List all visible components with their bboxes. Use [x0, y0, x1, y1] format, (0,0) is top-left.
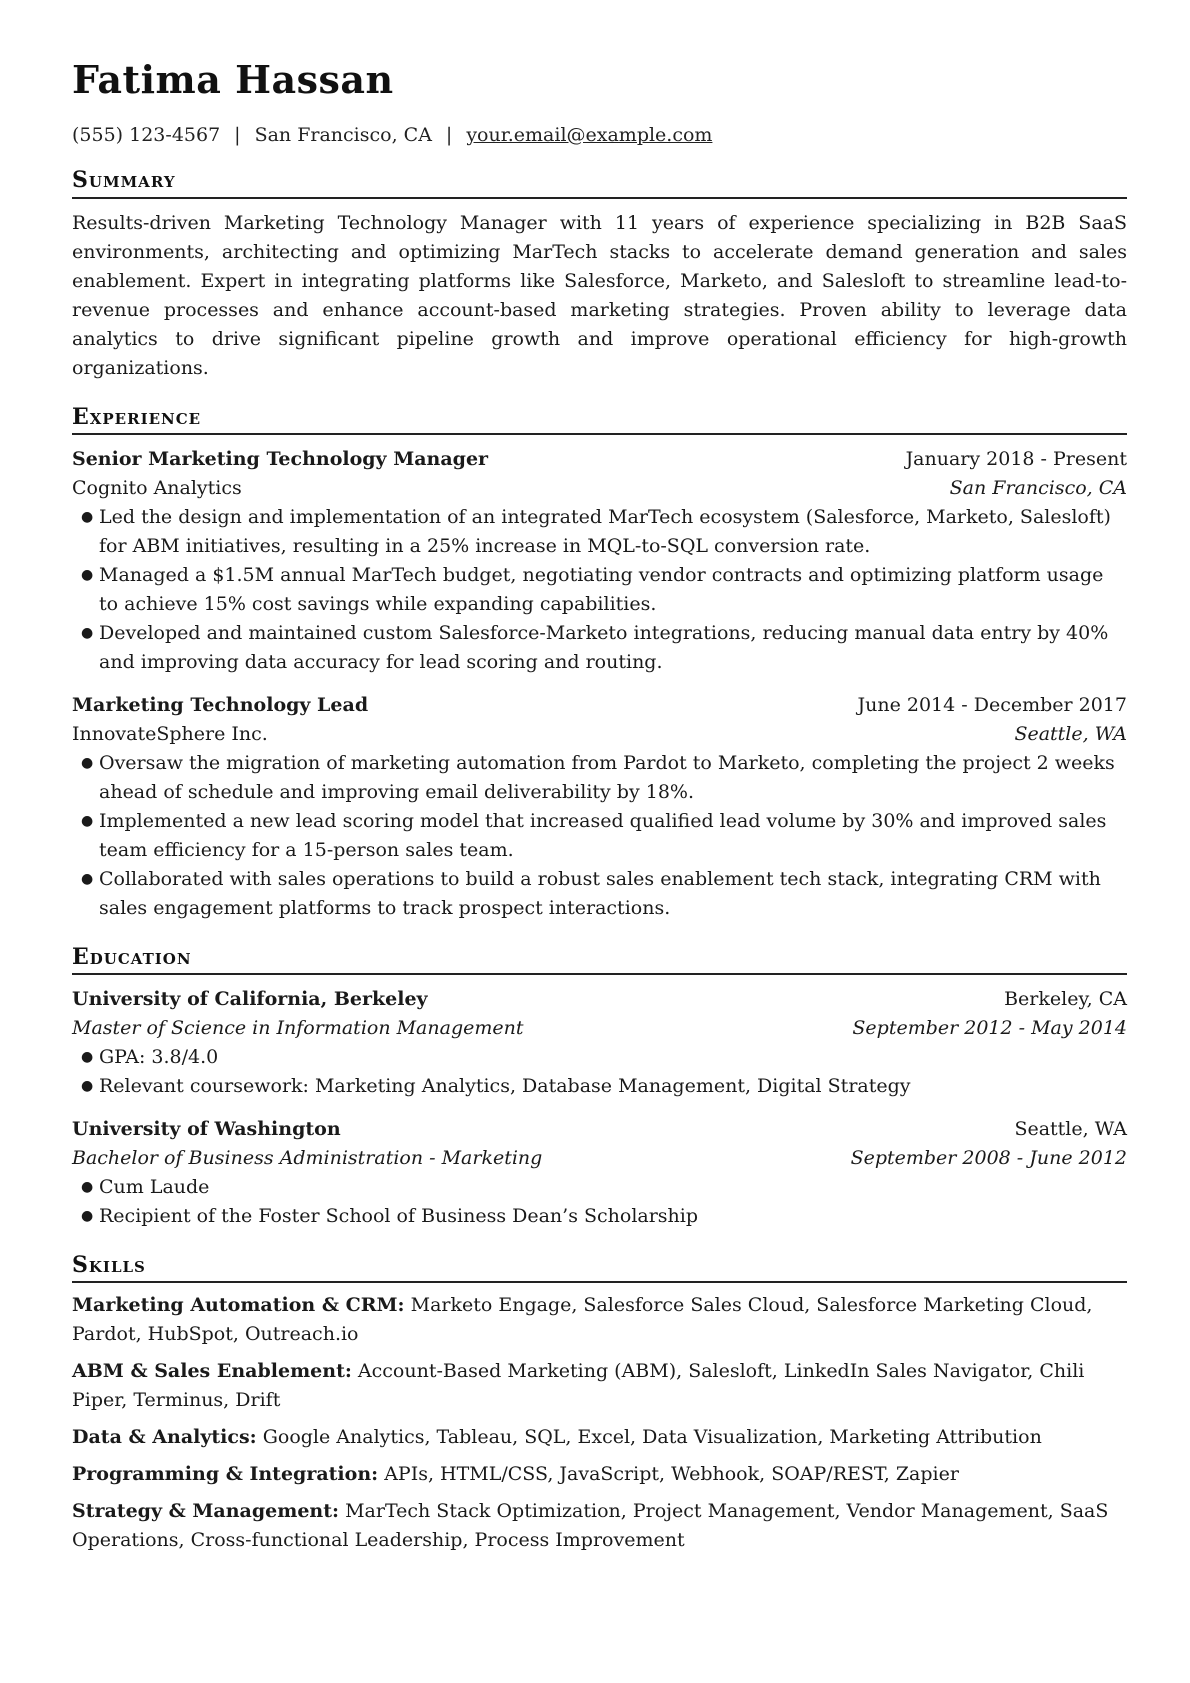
school-name: University of Washington	[72, 1118, 341, 1141]
contact-separator: |	[445, 123, 453, 146]
skill-label: Programming & Integration:	[72, 1463, 379, 1486]
education-bullets	[72, 1043, 1127, 1101]
bullet-text: Oversaw the migration of marketing automation from Pardot to Marketo, completing the project 2 weeks ahead of schedule and improving email deliverability by 18%.	[99, 751, 1115, 803]
job-subheader-row	[72, 720, 1127, 749]
contact-separator: |	[234, 123, 241, 146]
degree-dates: September 2008 - June 2012	[850, 1147, 1127, 1170]
location-text: San Francisco, CA	[254, 123, 432, 146]
skill-value: MarTech Stack Optimization, Project Management, Vendor Management, SaaS Operations, Cross-functional Leadership, Process Improvement	[72, 1500, 1109, 1552]
bullet-text: Led the design and implementation of an integrated MarTech ecosystem (Salesforce, Marketo, Salesloft) for ABM initiatives, resulting in a 25% increase in MQL-to-SQL conversion rate.	[99, 505, 1111, 557]
bullet-dot-icon: ●	[81, 812, 94, 829]
skill-value: APIs, HTML/CSS, JavaScript, Webhook, SOAP/REST, Zapier	[384, 1463, 959, 1486]
bullet-text: GPA: 3.8/4.0	[99, 1046, 219, 1069]
bullet-item	[72, 503, 1127, 561]
skills-section	[72, 1253, 1127, 1555]
skill-value: Google Analytics, Tableau, SQL, Excel, Data Visualization, Marketing Attribution	[262, 1426, 1042, 1449]
job-role: Marketing Technology Lead	[72, 693, 369, 716]
job-company: Cognito Analytics	[72, 476, 242, 499]
skill-label: ABM & Sales Enablement:	[72, 1360, 352, 1383]
bullet-item	[72, 1173, 1127, 1202]
section-title-summary: Summary	[72, 168, 1127, 198]
phone-number: (555) 123-4567	[72, 123, 221, 146]
job-bullets	[72, 503, 1127, 677]
job-entry	[72, 691, 1127, 923]
job-header-row	[72, 691, 1127, 720]
bullet-text: Recipient of the Foster School of Business Dean’s Scholarship	[99, 1205, 699, 1228]
bullet-dot-icon: ●	[81, 508, 94, 525]
skill-line	[72, 1291, 1127, 1349]
job-dates: January 2018 - Present	[905, 447, 1127, 470]
degree-dates: September 2012 - May 2014	[852, 1017, 1127, 1040]
degree-row	[72, 1144, 1127, 1173]
education-bullets	[72, 1173, 1127, 1231]
bullet-dot-icon: ●	[81, 1078, 94, 1095]
degree-name: Bachelor of Business Administration - Marketing	[72, 1147, 543, 1170]
bullet-text: Collaborated with sales operations to build a robust sales enablement tech stack, integrating CRM with sales engagement platforms to track prospect interactions.	[99, 867, 1101, 919]
bullet-text: Cum Laude	[99, 1176, 210, 1199]
job-location: San Francisco, CA	[949, 476, 1127, 499]
section-title-experience: Experience	[72, 405, 1127, 435]
bullet-text: Relevant coursework: Marketing Analytics, Database Management, Digital Strategy	[99, 1075, 911, 1098]
job-bullets	[72, 749, 1127, 923]
job-header-row	[72, 445, 1127, 474]
education-section	[72, 945, 1127, 1231]
bullet-item	[72, 807, 1127, 865]
skill-value: Account-Based Marketing (ABM), Salesloft, LinkedIn Sales Navigator, Chili Piper, Terminus, Drift	[72, 1360, 1085, 1412]
bullet-dot-icon: ●	[81, 624, 94, 641]
skill-line	[72, 1460, 1127, 1489]
bullet-dot-icon: ●	[81, 870, 94, 887]
experience-section	[72, 405, 1127, 923]
education-entry	[72, 1115, 1127, 1231]
skill-line	[72, 1423, 1127, 1452]
job-role: Senior Marketing Technology Manager	[72, 447, 489, 470]
skill-label: Marketing Automation & CRM:	[72, 1294, 405, 1317]
bullet-item	[72, 865, 1127, 923]
bullet-item	[72, 619, 1127, 677]
bullet-dot-icon: ●	[81, 1049, 94, 1066]
bullet-text: Developed and maintained custom Salesforce-Marketo integrations, reducing manual data entry by 40% and improving data accuracy for lead scoring and routing.	[99, 621, 1109, 673]
education-entry	[72, 985, 1127, 1101]
email-link[interactable]: your.email@example.com	[466, 123, 713, 146]
school-header-row	[72, 985, 1127, 1014]
bullet-item	[72, 1202, 1127, 1231]
degree-row	[72, 1014, 1127, 1043]
bullet-dot-icon: ●	[81, 754, 94, 771]
school-header-row	[72, 1115, 1127, 1144]
candidate-name: Fatima Hassan	[72, 57, 394, 102]
skill-label: Strategy & Management:	[72, 1500, 340, 1523]
degree-name: Master of Science in Information Management	[72, 1017, 524, 1040]
bullet-item	[72, 1043, 1127, 1072]
job-subheader-row	[72, 474, 1127, 503]
school-location: Seattle, WA	[1014, 1118, 1127, 1141]
bullet-item	[72, 749, 1127, 807]
bullet-item	[72, 1072, 1127, 1101]
skill-line	[72, 1357, 1127, 1415]
skill-label: Data & Analytics:	[72, 1426, 257, 1449]
school-name: University of California, Berkeley	[72, 988, 428, 1011]
bullet-dot-icon: ●	[81, 566, 94, 583]
job-dates: June 2014 - December 2017	[857, 693, 1127, 716]
job-company: InnovateSphere Inc.	[72, 722, 268, 745]
skill-line	[72, 1497, 1127, 1555]
summary-text: Results-driven Marketing Technology Manager with 11 years of experience specializing in B2B SaaS environments, architecting and optimizing MarTech stacks to accelerate demand generation and sales enablement. Expert in integrating platforms like Salesforce, Marketo, and Salesloft to streamline lead-to-revenue processes and enhance account-based marketing strategies. Proven ability to leverage data analytics to drive significant pipeline growth and improve operational efficiency for high-growth organizations.	[72, 211, 1127, 379]
section-title-skills: Skills	[72, 1253, 1127, 1283]
section-title-education: Education	[72, 945, 1127, 975]
bullet-dot-icon: ●	[81, 1179, 94, 1196]
skill-value: Marketo Engage, Salesforce Sales Cloud, Salesforce Marketing Cloud, Pardot, HubSpot, Outreach.io	[72, 1294, 1093, 1346]
summary-section	[72, 168, 1127, 382]
bullet-dot-icon: ●	[81, 1208, 94, 1225]
job-entry	[72, 445, 1127, 677]
contact-line	[72, 124, 1127, 147]
bullet-text: Implemented a new lead scoring model that increased qualified lead volume by 30% and improved sales team efficiency for a 15-person sales team.	[99, 809, 1107, 861]
job-location: Seattle, WA	[1014, 722, 1127, 745]
bullet-item	[72, 561, 1127, 619]
school-location: Berkeley, CA	[1004, 988, 1127, 1011]
bullet-text: Managed a $1.5M annual MarTech budget, negotiating vendor contracts and optimizing platform usage to achieve 15% cost savings while expanding capabilities.	[99, 563, 1104, 615]
